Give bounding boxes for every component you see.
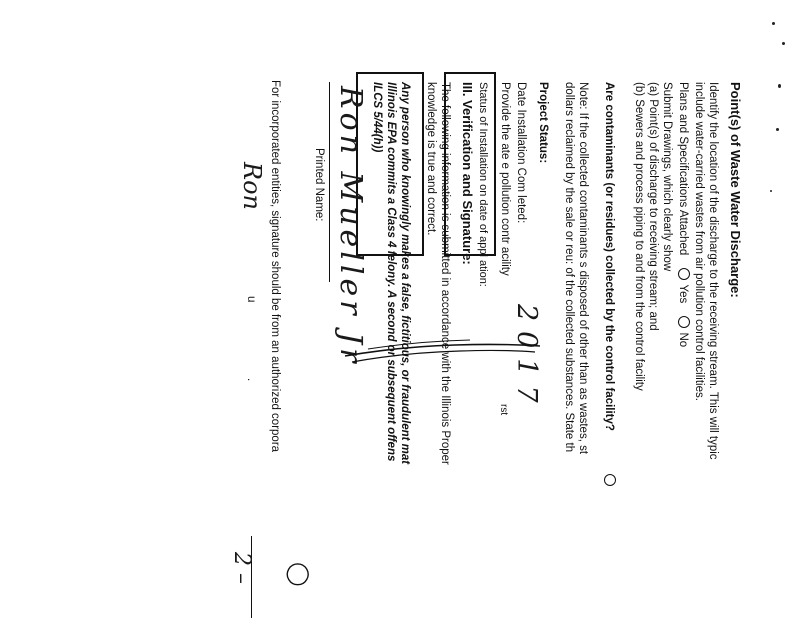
waste-water-intro: Identify the location of the discharge to the receiving stream. This will typic xyxy=(707,82,719,460)
project-status-heading: Project Status: xyxy=(537,82,549,164)
provide-date-tail: rst xyxy=(498,404,509,416)
corner-mark: 2 – xyxy=(229,552,254,584)
stray-mark-u: u xyxy=(245,296,257,303)
yes-label: Yes xyxy=(677,284,689,304)
waste-water-heading: Point(s) of Waste Water Discharge: xyxy=(728,82,743,298)
corner-circle: ◯ xyxy=(287,562,312,587)
verification-heading: III. Verification and Signature: xyxy=(460,82,475,265)
waste-water-intro-cont: include water-carried wastes from air pollution control facilities. xyxy=(693,82,705,401)
stray-mark-dot: . xyxy=(245,378,257,382)
date-installation-value: 2017 xyxy=(511,304,542,413)
contaminants-question-text: Are contaminants (or residues) collected by the control facility? xyxy=(603,82,615,431)
signature: Ron Mueller Jr xyxy=(333,86,368,367)
status-installation-label: Status of Installation on date of appl ation: xyxy=(477,82,489,287)
submit-drawings-line: Submit Drawings, which clearly show xyxy=(661,82,673,272)
verification-text-cont: knowledge is true and correct. xyxy=(425,82,437,236)
contaminants-note: Note: If the collected contaminants s disposed of other than as wastes, st xyxy=(577,82,589,455)
initials: Ron xyxy=(238,162,266,210)
verification-text: The following information is submitted in accordance with the Illinois Proper xyxy=(439,82,451,465)
felony-warning-cite: ILCS 5/44(h)) xyxy=(371,82,383,153)
provide-date-label: Provide the ate e pollution contr acility xyxy=(499,82,511,276)
plans-attached-label: Plans and Specifications Attached xyxy=(677,82,689,256)
item-b-line: (b) Sewers and process piping to and from the control facility xyxy=(633,82,645,391)
no-label: No xyxy=(677,332,689,348)
printed-name-label: Printed Name: xyxy=(313,148,325,222)
item-a-line: (a) Point(s) of discharge to receiving stream; and xyxy=(647,82,659,331)
contaminants-note-cont: dollars reclaimed by the sale or reu: of the collected substances. State th xyxy=(563,82,575,453)
date-installation-label: Date Installation Com leted: xyxy=(515,82,527,224)
incorporated-note: For incorporated entities, signature should be from an authorized corpora xyxy=(269,80,281,453)
felony-warning: Any person who knowingly makes a false, fictitious, or fraudulent mat xyxy=(399,82,411,465)
felony-warning-cont: Illinois EPA commits a Class 4 felony. A second or subsequent offens xyxy=(385,82,397,462)
